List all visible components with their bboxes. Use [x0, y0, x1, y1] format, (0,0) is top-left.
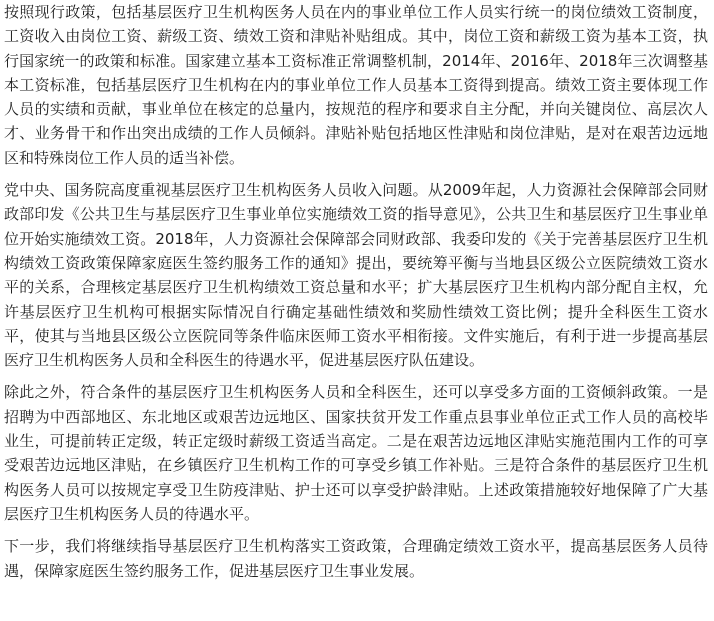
paragraph-central-policy: 党中央、国务院高度重视基层医疗卫生机构医务人员收入问题。从2009年起，人力资源社会保障部会同财政部印发《公共卫生与基层医疗卫生事业单位实施绩效工资的指导意见》，公共卫生和基层医疗卫生事业单位开始实施绩效工资。2018年，人力资源社会保障部会同财政部、我委印发的《关于完善基层医疗卫生机构绩效工资政策保障家庭医生签约服务工作的通知》提出，要统筹平衡与当地县区级公立医院绩效工资水平的关系，合理核定基层医疗卫生机构绩效工资总量和水平；扩大基层医疗卫生机构内部分配自主权，允许基层医疗卫生机构可根据实际情况自行确定基础性绩效和奖励性绩效工资比例；提升全科医生工资水平，使其与当地县区级公立医院同等条件临床医师工资水平相衔接。文件实施后，有利于进一步提高基层医疗卫生机构医务人员和全科医生的待遇水平，促进基层医疗队伍建设。 [4, 181, 708, 370]
paragraph-preferential-policies: 除此之外，符合条件的基层医疗卫生机构医务人员和全科医生，还可以享受多方面的工资倾斜政策。一是招聘为中西部地区、东北地区或艰苦边远地区、国家扶贫开发工作重点县事业单位正式工作人员的高校毕业生，可提前转正定级，转正定级时薪级工资适当高定。二是在艰苦边远地区津贴实施范围内工作的可享受艰苦边远地区津贴，在乡镇医疗卫生机构工作的可享受乡镇工作补贴。三是符合条件的基层医疗卫生机构医务人员可以按规定享受卫生防疫津贴、护士还可以享受护龄津贴。上述政策措施较好地保障了广大基层医疗卫生机构医务人员的待遇水平。 [4, 383, 708, 523]
paragraph-next-steps: 下一步，我们将继续指导基层医疗卫生机构落实工资政策，合理确定绩效工资水平，提高基层医务人员待遇，保障家庭医生签约服务工作，促进基层医疗卫生事业发展。 [4, 537, 708, 580]
paragraph-salary-system: 按照现行政策，包括基层医疗卫生机构医务人员在内的事业单位工作人员实行统一的岗位绩效工资制度，工资收入由岗位工资、薪级工资、绩效工资和津贴补贴组成。其中，岗位工资和薪级工资为基本工资，执行国家统一的政策和标准。国家建立基本工资标准正常调整机制，2014年、2016年、2018年三次调整基本工资标准，包括基层医疗卫生机构在内的事业单位工作人员基本工资得到提高。绩效工资主要体现工作人员的实绩和贡献，事业单位在核定的总量内，按规范的程序和要求自主分配，并向关键岗位、高层次人才、业务骨干和作出突出成绩的工作人员倾斜。津贴补贴包括地区性津贴和岗位津贴，是对在艰苦边远地区和特殊岗位工作人员的适当补偿。 [4, 3, 708, 167]
